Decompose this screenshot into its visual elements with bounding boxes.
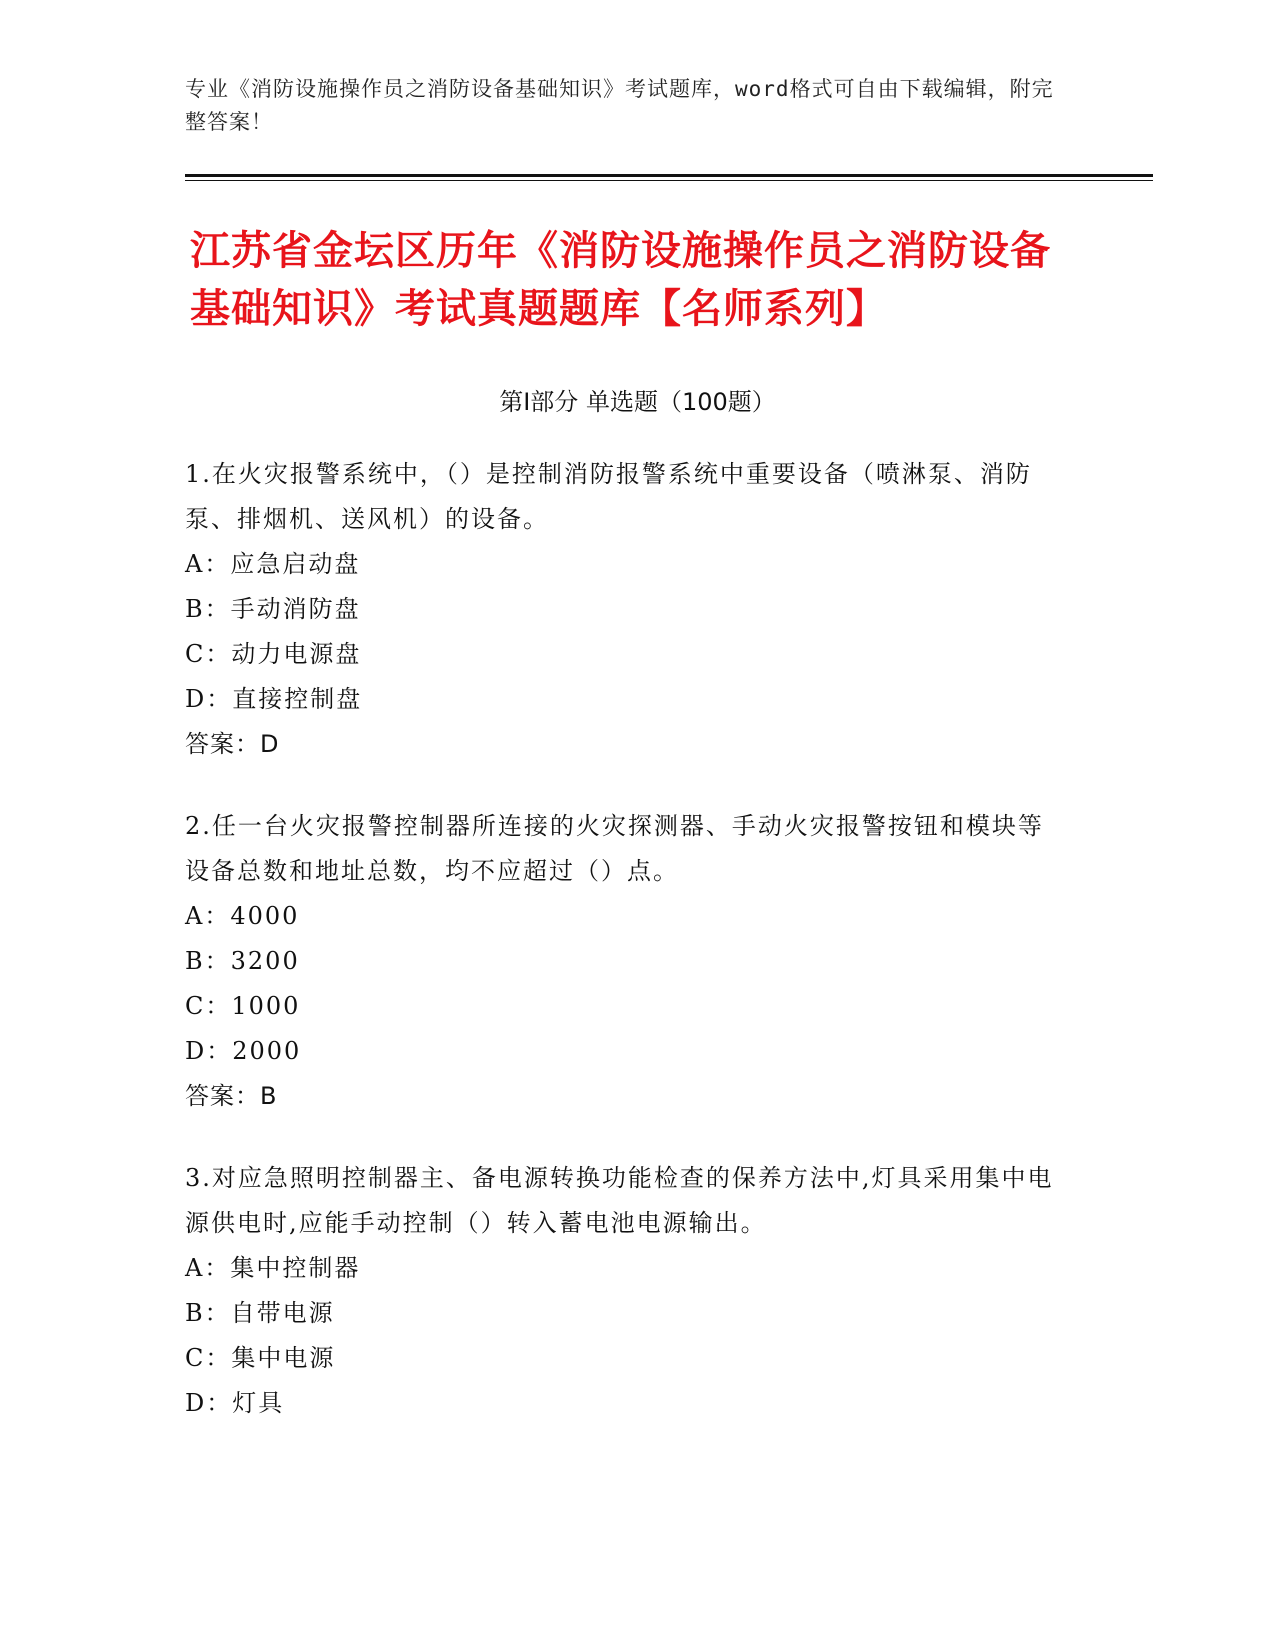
option-d: D：灯具 — [185, 1389, 285, 1417]
header-divider-thin — [185, 180, 1153, 181]
option-b: B：手动消防盘 — [185, 595, 361, 623]
question-3 — [185, 1156, 1065, 1426]
section-heading: 第Ⅰ部分 单选题（100题） — [499, 388, 776, 416]
answer-label: 答案：D — [185, 730, 280, 758]
option-b: B：自带电源 — [185, 1299, 335, 1327]
option-b: B：3200 — [185, 947, 300, 975]
question-stem: 3.对应急照明控制器主、备电源转换功能检查的保养方法中,灯具采用集中电源供电时,应能手动控制（）转入蓄电池电源输出。 — [185, 1164, 1054, 1237]
option-d: D：直接控制盘 — [185, 685, 363, 713]
option-c: C：动力电源盘 — [185, 640, 362, 668]
option-d: D：2000 — [185, 1037, 302, 1065]
header-divider — [185, 174, 1153, 177]
question-2 — [185, 804, 1065, 1119]
question-1 — [185, 452, 1065, 767]
answer-label: 答案：B — [185, 1082, 278, 1110]
option-c: C：1000 — [185, 992, 301, 1020]
header-note: 专业《消防设施操作员之消防设备基础知识》考试题库，word格式可自由下载编辑，附完整答案！ — [185, 77, 1054, 134]
document-title: 江苏省金坛区历年《消防设施操作员之消防设备基础知识》考试真题题库【名师系列】 — [190, 228, 1051, 332]
question-stem: 2.任一台火灾报警控制器所连接的火灾探测器、手动火灾报警按钮和模块等设备总数和地址总数，均不应超过（）点。 — [185, 812, 1044, 885]
option-c: C：集中电源 — [185, 1344, 336, 1372]
question-stem: 1.在火灾报警系统中，（）是控制消防报警系统中重要设备（喷淋泵、消防泵、排烟机、送风机）的设备。 — [185, 460, 1032, 533]
option-a: A：应急启动盘 — [185, 550, 361, 578]
option-a: A：集中控制器 — [185, 1254, 361, 1282]
option-a: A：4000 — [185, 902, 300, 930]
